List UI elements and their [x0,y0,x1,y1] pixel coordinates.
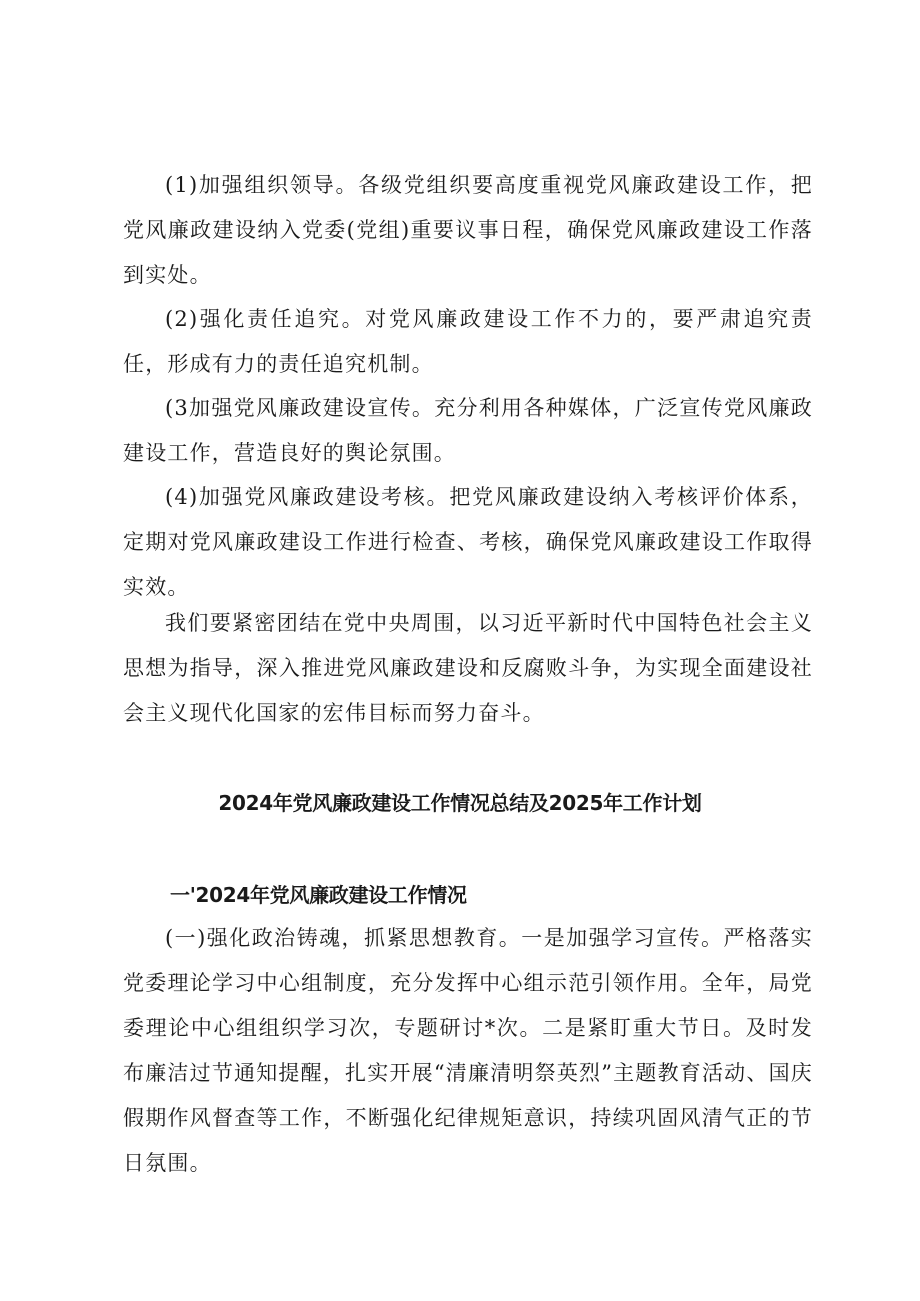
section-heading: 一'2024年党风廉政建设工作情况 [170,883,467,907]
document-title: 2024年党风廉政建设工作情况总结及2025年工作计划 [218,791,702,815]
paragraph-political-education: (一)强化政治铸魂，抓紧思想教育。一是加强学习宣传。严格落实党委理论学习中心组制度，充分发挥中心组示范引领作用。全年，局党委理论中心组组织学习次，专题研讨*次。二是紧盯重大节日。及时发布廉洁过节通知提醒，扎实开展“清廉清明祭英烈”主题教育活动、国庆假期作风督查等工作，不断强化纪律规矩意识，持续巩固风清气正的节日氛围。 [123,926,813,1175]
paragraph-closing: 我们要紧密团结在党中央周围，以习近平新时代中国特色社会主义思想为指导，深入推进党风廉政建设和反腐败斗争，为实现全面建设社会主义现代化国家的宏伟目标而努力奋斗。 [123,611,813,725]
paragraph-accountability: (2)强化责任追究。对党风廉政建设工作不力的，要严肃追究责任，形成有力的责任追究机制。 [123,307,813,376]
paragraph-organization-leadership: (1)加强组织领导。各级党组织要高度重视党风廉政建设工作，把党风廉政建设纳入党委(党组)重要议事日程，确保党风廉政建设工作落到实处。 [123,173,813,287]
paragraph-assessment: (4)加强党风廉政建设考核。把党风廉政建设纳入考核评价体系，定期对党风廉政建设工作进行检查、考核，确保党风廉政建设工作取得实效。 [123,485,813,599]
paragraph-publicity: (3加强党风廉政建设宣传。充分利用各种媒体，广泛宣传党风廉政建设工作，营造良好的舆论氛围。 [123,396,813,465]
